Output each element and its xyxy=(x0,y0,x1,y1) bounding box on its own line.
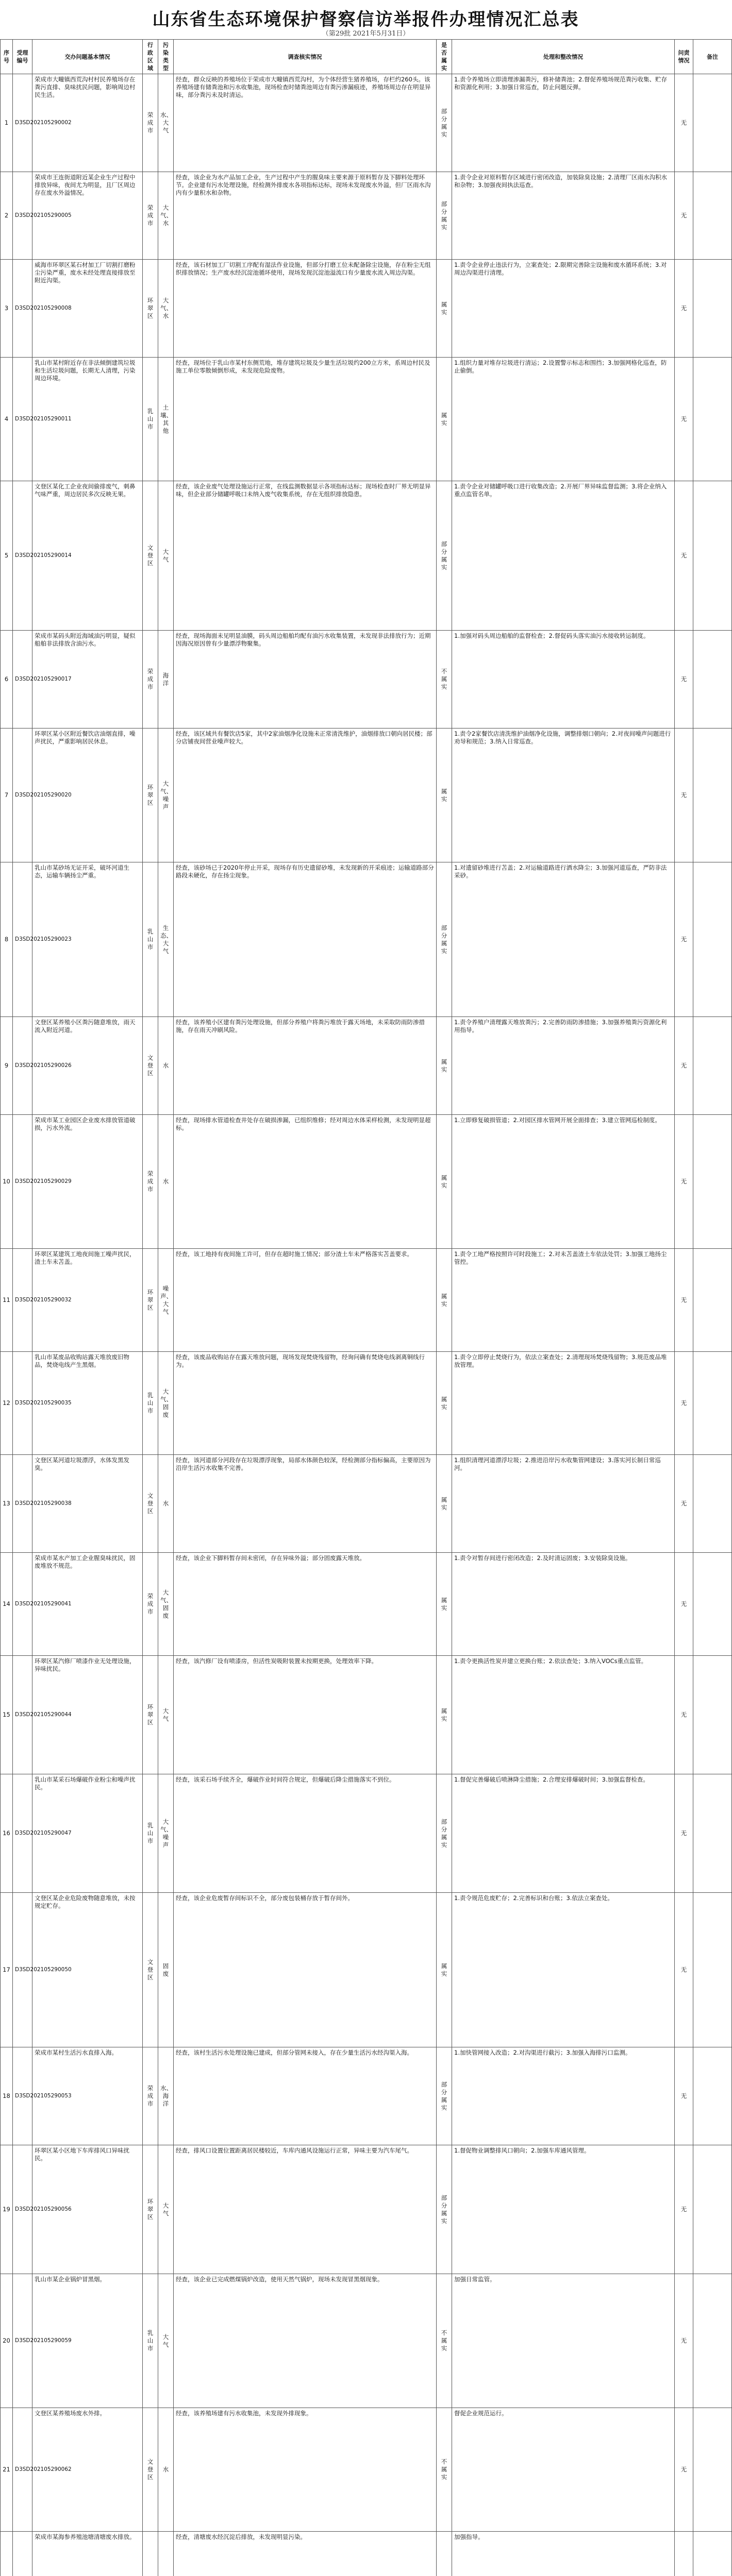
col-header: 受理编号 xyxy=(13,40,32,74)
note-cell xyxy=(693,481,732,631)
col-header: 处理和整改情况 xyxy=(452,40,675,74)
col-header: 备注 xyxy=(693,40,732,74)
receipt-code: D3SD202105290059 xyxy=(13,2274,32,2408)
row-number: 8 xyxy=(1,862,13,1017)
table-row xyxy=(1,1455,732,1553)
row-number: 9 xyxy=(1,1017,13,1115)
handling-text: 加强日常监管。 xyxy=(452,2274,675,2408)
finding-text: 经查，现场排水管道检查井处存在破损渗漏，已组织维修；经对周边水体采样检测，未发现明显超标。 xyxy=(174,1115,437,1249)
row-number: 20 xyxy=(1,2274,13,2408)
page-subtitle: （第29批 2021年5月31日） xyxy=(322,30,410,38)
pollution-type: 水、海洋 xyxy=(158,2047,174,2145)
receipt-code: D3SD202105290011 xyxy=(13,358,32,481)
handling-text: 1.组织清理河道漂浮垃圾；2.推进沿岸污水收集管网建设；3.落实河长制日常巡河。 xyxy=(452,1455,675,1553)
row-number: 16 xyxy=(1,1774,13,1893)
pollution-type: 水 xyxy=(158,2408,174,2532)
pollution-type: 固废 xyxy=(158,1893,174,2047)
region-cell: 荣成市 xyxy=(143,631,158,728)
finding-text: 经查，清塘废水经沉淀后排放，未发现明显污染。 xyxy=(174,2532,437,2576)
finding-text: 经查，该企业已完成燃煤锅炉改造，使用天然气锅炉，现场未发现冒黑烟现象。 xyxy=(174,2274,437,2408)
finding-text: 经查，该砂场已于2020年停止开采，现场存有历史遗留砂堆，未发现新的开采痕迹；运输道路部分路段未硬化，存在扬尘现象。 xyxy=(174,862,437,1017)
accountability-cell: 无 xyxy=(675,631,693,728)
receipt-code: D3SD202105290014 xyxy=(13,481,32,631)
note-cell xyxy=(693,2274,732,2408)
finding-text: 经查，群众反映的养殖场位于荣成市大疃镇西荒沟村，为个体经营生猪养殖场，存栏约260头。该养殖场建有储粪池和污水收集池，现场检查时储粪池周边有粪污渗漏痕迹，养殖场周边存在明显异味，部分粪污未及时清运。 xyxy=(174,74,437,172)
handling-text: 1.责令养殖场立即清理渗漏粪污，修补储粪池；2.督促养殖场规范粪污收集、贮存和资源化利用；3.加强日常巡查，防止问题反弹。 xyxy=(452,74,675,172)
region-cell: 乳山市 xyxy=(143,1352,158,1455)
finding-text: 经查，该村生活污水处理设施已建成，但部分管网未接入，存在少量生活污水经沟渠入海。 xyxy=(174,2047,437,2145)
table-row xyxy=(1,260,732,358)
accountability-cell: 无 xyxy=(675,1249,693,1352)
row-number: 17 xyxy=(1,1893,13,2047)
row-number: 14 xyxy=(1,1553,13,1656)
handling-text: 加强指导。 xyxy=(452,2532,675,2576)
verified-cell: 部分属实 xyxy=(437,2145,452,2274)
receipt-code: D3SD202105290056 xyxy=(13,2145,32,2274)
accountability-cell xyxy=(675,2532,693,2576)
problem-text: 文登区某河道垃圾漂浮，水体发黑发臭。 xyxy=(32,1455,143,1553)
problem-text: 乳山市某采石场爆破作业粉尘和噪声扰民。 xyxy=(32,1774,143,1893)
handling-text: 1.责令企业对储罐呼吸口进行收集改造；2.开展厂界异味监督监测；3.将企业纳入重点监管名单。 xyxy=(452,481,675,631)
pollution-type xyxy=(158,2532,174,2576)
finding-text: 经查，该汽修厂设有喷漆房，但活性炭吸附装置未按期更换，处理效率下降。 xyxy=(174,1656,437,1774)
receipt-code: D3SD202105290020 xyxy=(13,728,32,862)
pollution-type: 大气、噪声 xyxy=(158,728,174,862)
pollution-type: 大气 xyxy=(158,2145,174,2274)
verified-cell: 部分属实 xyxy=(437,74,452,172)
receipt-code: D3SD202105290053 xyxy=(13,2047,32,2145)
col-header: 行政区域 xyxy=(143,40,158,74)
handling-text: 1.督促物业调整排风口朝向；2.加强车库通风管理。 xyxy=(452,2145,675,2274)
receipt-code: D3SD202105290041 xyxy=(13,1553,32,1656)
table-row xyxy=(1,1893,732,2047)
problem-text: 荣成市某海参养殖池塘清塘废水排放。 xyxy=(32,2532,143,2576)
note-cell xyxy=(693,172,732,260)
finding-text: 经查，该养殖小区建有粪污处理设施，但部分养殖户将粪污堆放于露天场地，未采取防雨防渗措施，存在雨天冲刷风险。 xyxy=(174,1017,437,1115)
region-cell xyxy=(143,2532,158,2576)
problem-text: 文登区某养殖场废水外排。 xyxy=(32,2408,143,2532)
receipt-code: D3SD202105290002 xyxy=(13,74,32,172)
table-row xyxy=(1,1017,732,1115)
accountability-cell: 无 xyxy=(675,2047,693,2145)
table-row xyxy=(1,1774,732,1893)
col-header: 是否属实 xyxy=(437,40,452,74)
note-cell xyxy=(693,2047,732,2145)
row-number: 15 xyxy=(1,1656,13,1774)
note-cell xyxy=(693,728,732,862)
row-number xyxy=(1,2532,13,2576)
region-cell: 环翠区 xyxy=(143,1656,158,1774)
finding-text: 经查，该养殖场建有污水收集池，未发现外排现象。 xyxy=(174,2408,437,2532)
accountability-cell: 无 xyxy=(675,1656,693,1774)
finding-text: 经查，该企业为水产品加工企业，生产过程中产生的腥臭味主要来源于原料暂存及下脚料处理环节。企业建有污水处理设施，经检测外排废水各项指标达标，现场未发现废水外溢，但厂区雨水沟内有少量积水和杂物。 xyxy=(174,172,437,260)
note-cell xyxy=(693,1455,732,1553)
region-cell: 荣成市 xyxy=(143,74,158,172)
accountability-cell: 无 xyxy=(675,2145,693,2274)
pollution-type: 水 xyxy=(158,1455,174,1553)
row-number: 2 xyxy=(1,172,13,260)
col-header: 问责情况 xyxy=(675,40,693,74)
accountability-cell: 无 xyxy=(675,358,693,481)
report-table xyxy=(0,39,732,2576)
verified-cell xyxy=(437,2532,452,2576)
finding-text: 经查，该河道部分河段存在垃圾漂浮现象，局部水体颜色较深，经检测部分指标偏高，主要原因为沿岸生活污水收集不完善。 xyxy=(174,1455,437,1553)
note-cell xyxy=(693,358,732,481)
region-cell: 荣成市 xyxy=(143,1553,158,1656)
verified-cell: 不属实 xyxy=(437,631,452,728)
row-number: 19 xyxy=(1,2145,13,2274)
problem-text: 文登区某企业危险废物随意堆放，未按规定贮存。 xyxy=(32,1893,143,2047)
finding-text: 经查，排风口设置位置距离居民楼较近，车库内通风设施运行正常，异味主要为汽车尾气。 xyxy=(174,2145,437,2274)
row-number: 3 xyxy=(1,260,13,358)
table-row xyxy=(1,2408,732,2532)
accountability-cell: 无 xyxy=(675,481,693,631)
verified-cell: 属实 xyxy=(437,358,452,481)
verified-cell: 属实 xyxy=(437,260,452,358)
verified-cell: 不属实 xyxy=(437,2408,452,2532)
row-number: 5 xyxy=(1,481,13,631)
table-header-row xyxy=(1,40,732,74)
finding-text: 经查，该区域共有餐饮店5家，其中2家油烟净化设施未正常清洗维护，油烟排放口朝向居民楼；部分店铺夜间营业噪声较大。 xyxy=(174,728,437,862)
region-cell: 环翠区 xyxy=(143,728,158,862)
region-cell: 环翠区 xyxy=(143,2145,158,2274)
problem-text: 荣成市王连街道附近某企业生产过程中排放异味，夜间尤为明显，且厂区周边存在废水外溢情况。 xyxy=(32,172,143,260)
region-cell: 乳山市 xyxy=(143,1774,158,1893)
table-row xyxy=(1,1656,732,1774)
verified-cell: 属实 xyxy=(437,1455,452,1553)
region-cell: 乳山市 xyxy=(143,2274,158,2408)
verified-cell: 属实 xyxy=(437,1249,452,1352)
problem-text: 文登区某养殖小区粪污随意堆放，雨天流入附近河道。 xyxy=(32,1017,143,1115)
note-cell xyxy=(693,2145,732,2274)
table-row xyxy=(1,1115,732,1249)
region-cell: 乳山市 xyxy=(143,862,158,1017)
col-header: 调查核实情况 xyxy=(174,40,437,74)
region-cell: 荣成市 xyxy=(143,2047,158,2145)
problem-text: 威海市环翠区某石材加工厂切割打磨粉尘污染严重，废水未经处理直接排放至附近沟渠。 xyxy=(32,260,143,358)
problem-text: 乳山市某村附近存在非法倾倒建筑垃圾和生活垃圾问题，长期无人清理，污染周边环境。 xyxy=(32,358,143,481)
verified-cell: 部分属实 xyxy=(437,481,452,631)
table-row xyxy=(1,862,732,1017)
region-cell: 文登区 xyxy=(143,1017,158,1115)
note-cell xyxy=(693,1352,732,1455)
note-cell xyxy=(693,74,732,172)
finding-text: 经查，该采石场手续齐全，爆破作业时间符合规定，但爆破后降尘措施落实不到位。 xyxy=(174,1774,437,1893)
problem-text: 乳山市某企业锅炉冒黑烟。 xyxy=(32,2274,143,2408)
region-cell: 文登区 xyxy=(143,481,158,631)
table-row xyxy=(1,1352,732,1455)
row-number: 1 xyxy=(1,74,13,172)
accountability-cell: 无 xyxy=(675,2408,693,2532)
note-cell xyxy=(693,1553,732,1656)
problem-text: 乳山市某废品收购站露天堆放废旧物品，焚烧电线产生黑烟。 xyxy=(32,1352,143,1455)
region-cell: 荣成市 xyxy=(143,1115,158,1249)
table-row xyxy=(1,358,732,481)
page-title: 山东省生态环境保护督察信访举报件办理情况汇总表 xyxy=(152,9,579,30)
pollution-type: 大气 xyxy=(158,481,174,631)
finding-text: 经查，该企业危废暂存间标识不全，部分废包装桶存放于暂存间外。 xyxy=(174,1893,437,2047)
handling-text: 1.立即修复破损管道；2.对园区排水管网开展全面排查；3.建立管网巡检制度。 xyxy=(452,1115,675,1249)
receipt-code: D3SD202105290005 xyxy=(13,172,32,260)
receipt-code xyxy=(13,2532,32,2576)
accountability-cell: 无 xyxy=(675,1893,693,2047)
region-cell: 乳山市 xyxy=(143,358,158,481)
receipt-code: D3SD202105290044 xyxy=(13,1656,32,1774)
handling-text: 1.组织力量对堆存垃圾进行清运；2.设置警示标志和围挡；3.加强网格化巡查，防止偷倒。 xyxy=(452,358,675,481)
row-number: 10 xyxy=(1,1115,13,1249)
table-row xyxy=(1,74,732,172)
accountability-cell: 无 xyxy=(675,1017,693,1115)
verified-cell: 部分属实 xyxy=(437,862,452,1017)
note-cell xyxy=(693,1656,732,1774)
note-cell xyxy=(693,631,732,728)
verified-cell: 属实 xyxy=(437,1017,452,1115)
pollution-type: 大气、水 xyxy=(158,172,174,260)
table-row xyxy=(1,2145,732,2274)
table-row xyxy=(1,1553,732,1656)
receipt-code: D3SD202105290026 xyxy=(13,1017,32,1115)
row-number: 4 xyxy=(1,358,13,481)
row-number: 21 xyxy=(1,2408,13,2532)
verified-cell: 属实 xyxy=(437,728,452,862)
accountability-cell: 无 xyxy=(675,260,693,358)
handling-text: 1.对遗留砂堆进行苫盖；2.对运输道路进行洒水降尘；3.加强河道巡查，严防非法采砂。 xyxy=(452,862,675,1017)
handling-text: 1.责令2家餐饮店清洗维护油烟净化设施，调整排烟口朝向；2.对夜间噪声问题进行劝导和规范；3.纳入日常巡查。 xyxy=(452,728,675,862)
receipt-code: D3SD202105290047 xyxy=(13,1774,32,1893)
pollution-type: 大气 xyxy=(158,1656,174,1774)
verified-cell: 属实 xyxy=(437,1115,452,1249)
row-number: 11 xyxy=(1,1249,13,1352)
problem-text: 荣成市大疃镇西荒沟村村民养殖场存在粪污直排、臭味扰民问题，影响周边村民生活。 xyxy=(32,74,143,172)
handling-text: 1.责令规范危废贮存；2.完善标识和台账；3.依法立案查处。 xyxy=(452,1893,675,2047)
note-cell xyxy=(693,1115,732,1249)
verified-cell: 属实 xyxy=(437,1352,452,1455)
handling-text: 1.督促完善爆破后喷淋降尘措施；2.合理安排爆破时间；3.加强监督检查。 xyxy=(452,1774,675,1893)
finding-text: 经查，现场位于乳山市某村东侧荒地，堆存建筑垃圾及少量生活垃圾约200立方米，系周边村民及施工单位零散倾倒形成，未发现危险废物。 xyxy=(174,358,437,481)
verified-cell: 部分属实 xyxy=(437,2047,452,2145)
finding-text: 经查，该工地持有夜间施工许可，但存在超时施工情况；部分渣土车未严格落实苫盖要求。 xyxy=(174,1249,437,1352)
region-cell: 荣成市 xyxy=(143,172,158,260)
note-cell xyxy=(693,1774,732,1893)
accountability-cell: 无 xyxy=(675,1352,693,1455)
problem-text: 荣成市某工业园区企业废水排放管道破损，污水外流。 xyxy=(32,1115,143,1249)
table-row xyxy=(1,1249,732,1352)
handling-text: 1.责令企业停止违法行为，立案查处；2.限期完善除尘设施和废水循环系统；3.对周边沟渠进行清理。 xyxy=(452,260,675,358)
verified-cell: 部分属实 xyxy=(437,1774,452,1893)
receipt-code: D3SD202105290008 xyxy=(13,260,32,358)
pollution-type: 大气 xyxy=(158,2274,174,2408)
handling-text: 1.责令更换活性炭并建立更换台账；2.依法查处；3.纳入VOCs重点监管。 xyxy=(452,1656,675,1774)
pollution-type: 大气、噪声 xyxy=(158,1774,174,1893)
handling-text: 督促企业规范运行。 xyxy=(452,2408,675,2532)
receipt-code: D3SD202105290017 xyxy=(13,631,32,728)
verified-cell: 不属实 xyxy=(437,2274,452,2408)
region-cell: 文登区 xyxy=(143,2408,158,2532)
pollution-type: 水、大气 xyxy=(158,74,174,172)
region-cell: 环翠区 xyxy=(143,260,158,358)
region-cell: 文登区 xyxy=(143,1455,158,1553)
problem-text: 环翠区某汽修厂喷漆作业无处理设施，异味扰民。 xyxy=(32,1656,143,1774)
accountability-cell: 无 xyxy=(675,862,693,1017)
handling-text: 1.加快管网接入改造；2.对沟渠进行截污；3.加强入海排污口监测。 xyxy=(452,2047,675,2145)
col-header: 交办问题基本情况 xyxy=(32,40,143,74)
note-cell xyxy=(693,260,732,358)
accountability-cell: 无 xyxy=(675,172,693,260)
table-row xyxy=(1,172,732,260)
accountability-cell: 无 xyxy=(675,1115,693,1249)
problem-text: 荣成市某村生活污水直排入海。 xyxy=(32,2047,143,2145)
row-number: 13 xyxy=(1,1455,13,1553)
handling-text: 1.责令养殖户清理露天堆放粪污；2.完善防雨防渗措施；3.加强养殖粪污资源化利用指导。 xyxy=(452,1017,675,1115)
table-row xyxy=(1,631,732,728)
handling-text: 1.责令工地严格按照许可时段施工；2.对未苫盖渣土车依法处罚；3.加强工地扬尘管控。 xyxy=(452,1249,675,1352)
finding-text: 经查，该企业下脚料暂存间未密闭，存在异味外溢；部分固废露天堆放。 xyxy=(174,1553,437,1656)
accountability-cell: 无 xyxy=(675,728,693,862)
receipt-code: D3SD202105290023 xyxy=(13,862,32,1017)
problem-text: 乳山市某砂场无证开采，破坏河道生态，运输车辆扬尘严重。 xyxy=(32,862,143,1017)
pollution-type: 大气、固废 xyxy=(158,1352,174,1455)
pollution-type: 大气、固废 xyxy=(158,1553,174,1656)
col-header: 序号 xyxy=(1,40,13,74)
row-number: 6 xyxy=(1,631,13,728)
handling-text: 1.责令立即停止焚烧行为，依法立案查处；2.清理现场焚烧残留物；3.规范废品堆放管理。 xyxy=(452,1352,675,1455)
finding-text: 经查，该废品收购站存在露天堆放问题，现场发现焚烧残留物，经询问确有焚烧电线剥离铜线行为。 xyxy=(174,1352,437,1455)
note-cell xyxy=(693,1249,732,1352)
receipt-code: D3SD202105290035 xyxy=(13,1352,32,1455)
problem-text: 环翠区某小区附近餐饮店油烟直排，噪声扰民，严重影响居民休息。 xyxy=(32,728,143,862)
finding-text: 经查，该石材加工厂切割工序配有湿法作业设施，但部分打磨工位未配备除尘设施，存在粉尘无组织排放情况；生产废水经沉淀池循环使用，现场发现沉淀池溢流口有少量废水流入周边沟渠。 xyxy=(174,260,437,358)
receipt-code: D3SD202105290032 xyxy=(13,1249,32,1352)
pollution-type: 生态、大气 xyxy=(158,862,174,1017)
note-cell xyxy=(693,1893,732,2047)
receipt-code: D3SD202105290062 xyxy=(13,2408,32,2532)
accountability-cell: 无 xyxy=(675,74,693,172)
pollution-type: 海洋 xyxy=(158,631,174,728)
accountability-cell: 无 xyxy=(675,2274,693,2408)
pollution-type: 大气、水 xyxy=(158,260,174,358)
note-cell xyxy=(693,2408,732,2532)
pollution-type: 水 xyxy=(158,1115,174,1249)
receipt-code: D3SD202105290050 xyxy=(13,1893,32,2047)
handling-text: 1.责令对暂存间进行密闭改造；2.及时清运固废；3.安装除臭设施。 xyxy=(452,1553,675,1656)
receipt-code: D3SD202105290038 xyxy=(13,1455,32,1553)
problem-text: 文登区某化工企业夜间偷排废气，刺鼻气味严重，周边居民多次反映无果。 xyxy=(32,481,143,631)
problem-text: 荣成市某码头附近海域油污明显，疑似船舶非法排放含油污水。 xyxy=(32,631,143,728)
table-row xyxy=(1,2532,732,2576)
accountability-cell: 无 xyxy=(675,1774,693,1893)
pollution-type: 水 xyxy=(158,1017,174,1115)
note-cell xyxy=(693,1017,732,1115)
table-row xyxy=(1,2047,732,2145)
row-number: 18 xyxy=(1,2047,13,2145)
problem-text: 环翠区某建筑工地夜间施工噪声扰民，渣土车未苫盖。 xyxy=(32,1249,143,1352)
finding-text: 经查，现场海面未见明显油膜，码头周边船舶均配有油污水收集装置，未发现非法排放行为；近期因海况原因曾有少量漂浮物聚集。 xyxy=(174,631,437,728)
row-number: 12 xyxy=(1,1352,13,1455)
handling-text: 1.责令企业对原料暂存区域进行密闭改造，加装除臭设施；2.清理厂区雨水沟积水和杂物；3.加强夜间执法巡查。 xyxy=(452,172,675,260)
region-cell: 文登区 xyxy=(143,1893,158,2047)
table-body xyxy=(1,74,732,2576)
problem-text: 环翠区某小区地下车库排风口异味扰民。 xyxy=(32,2145,143,2274)
finding-text: 经查，该企业废气处理设施运行正常，在线监测数据显示各项指标达标；现场检查时厂界无明显异味，但企业部分储罐呼吸口未纳入废气收集系统，存在无组织排放隐患。 xyxy=(174,481,437,631)
note-cell xyxy=(693,862,732,1017)
problem-text: 荣成市某水产加工企业腥臭味扰民，固废堆放不规范。 xyxy=(32,1553,143,1656)
verified-cell: 属实 xyxy=(437,1656,452,1774)
handling-text: 1.加强对码头周边船舶的监督检查；2.督促码头落实油污水接收转运制度。 xyxy=(452,631,675,728)
receipt-code: D3SD202105290029 xyxy=(13,1115,32,1249)
table-row xyxy=(1,728,732,862)
verified-cell: 属实 xyxy=(437,1553,452,1656)
pollution-type: 土壤、其他 xyxy=(158,358,174,481)
accountability-cell: 无 xyxy=(675,1455,693,1553)
region-cell: 环翠区 xyxy=(143,1249,158,1352)
row-number: 7 xyxy=(1,728,13,862)
pollution-type: 噪声、大气 xyxy=(158,1249,174,1352)
verified-cell: 部分属实 xyxy=(437,172,452,260)
note-cell xyxy=(693,2532,732,2576)
table-row xyxy=(1,481,732,631)
col-header: 污染类型 xyxy=(158,40,174,74)
accountability-cell: 无 xyxy=(675,1553,693,1656)
table-row xyxy=(1,2274,732,2408)
verified-cell: 属实 xyxy=(437,1893,452,2047)
